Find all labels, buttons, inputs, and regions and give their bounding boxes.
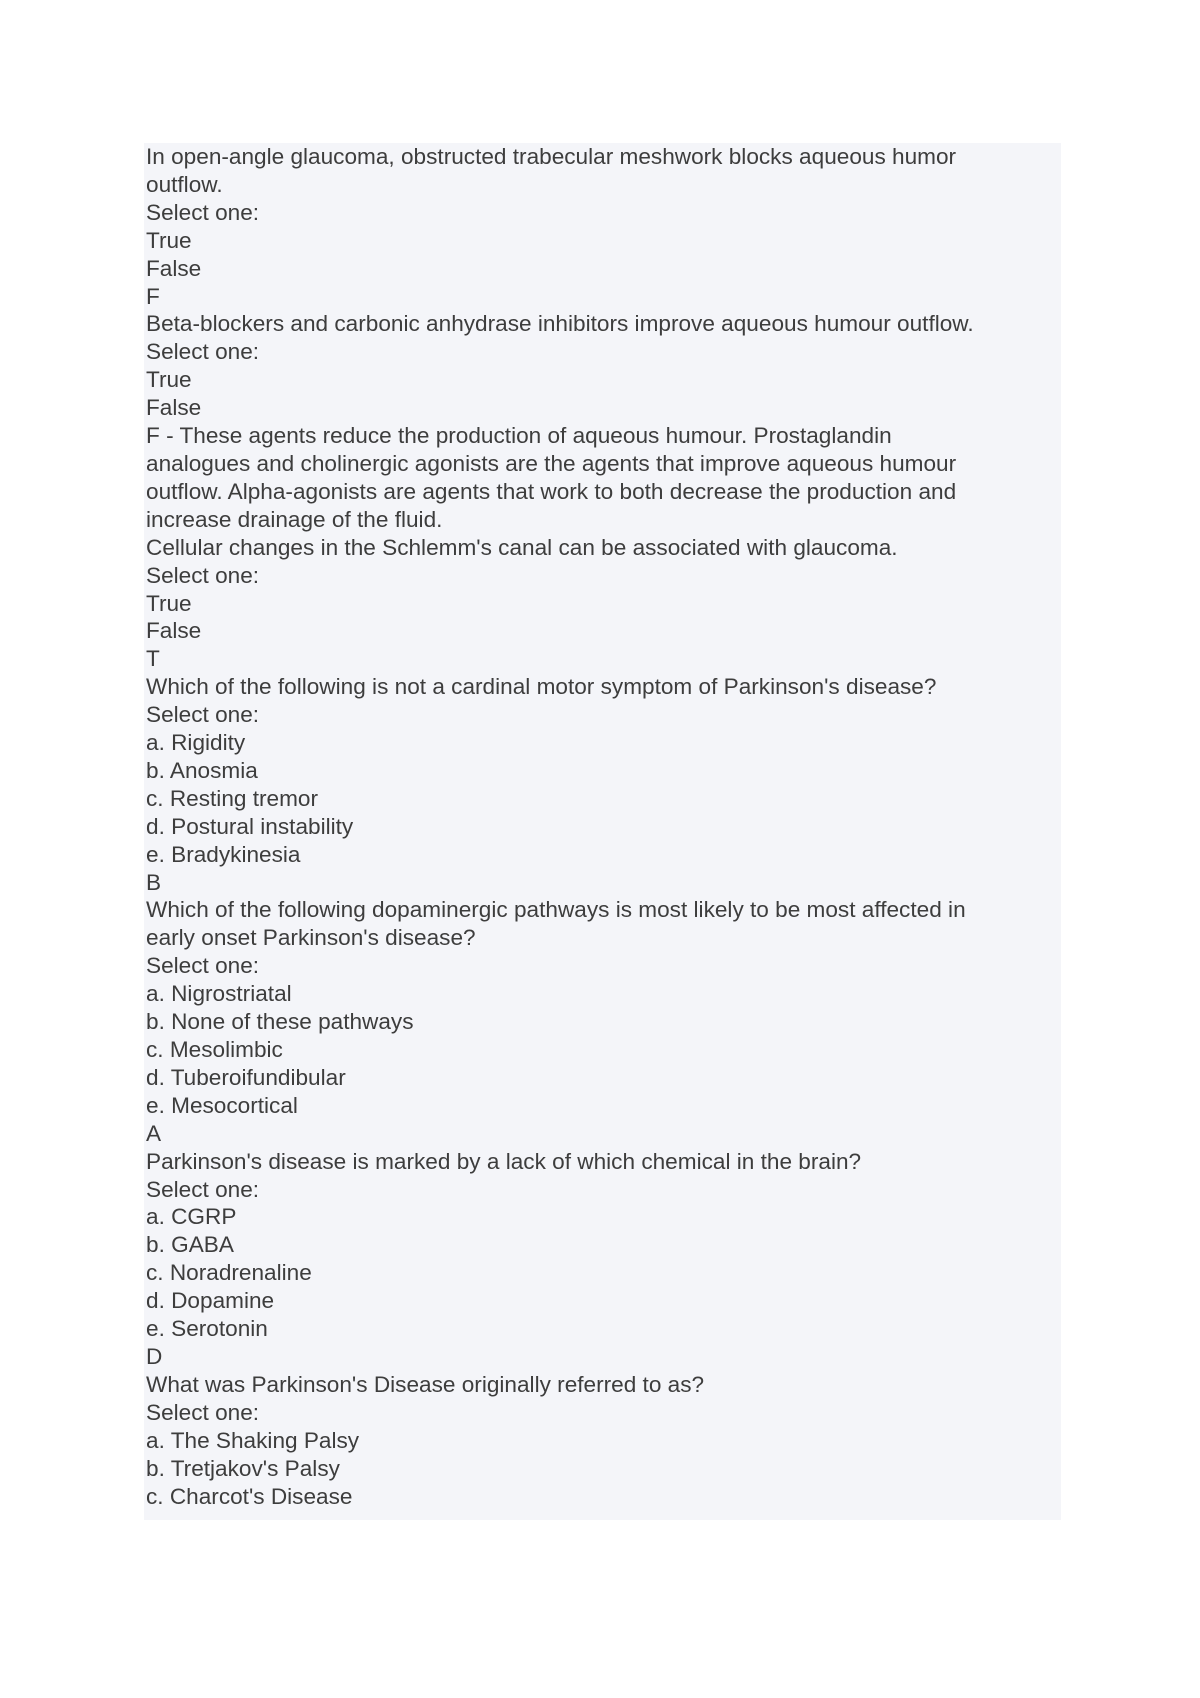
option-b: b. None of these pathways xyxy=(146,1009,414,1035)
option-true: True xyxy=(146,227,192,253)
question-3-text: Cellular changes in the Schlemm's canal can be associated with glaucoma. xyxy=(146,534,898,560)
select-one-label: Select one: xyxy=(146,953,260,979)
select-one-label: Select one: xyxy=(146,199,260,225)
option-c: c. Mesolimbic xyxy=(146,1037,283,1062)
question-4-text: Which of the following is not a cardinal motor symptom of Parkinson's disease? xyxy=(146,674,937,700)
option-e: e. Mesocortical xyxy=(146,1092,298,1118)
option-b: b. Anosmia xyxy=(146,757,258,783)
answer-2-explanation: outflow. Alpha-agonists are agents that work to both decrease the production and xyxy=(146,478,957,504)
option-a: a. Nigrostriatal xyxy=(146,981,292,1007)
option-c: c. Resting tremor xyxy=(146,785,319,811)
option-d: d. Tuberoifundibular xyxy=(146,1064,346,1090)
select-one-label: Select one: xyxy=(146,1176,260,1202)
question-1-text-cont: outflow. xyxy=(146,171,223,197)
answer-2: F - These agents reduce the production of aqueous humour. Prostaglandin xyxy=(146,423,892,449)
option-false: False xyxy=(146,395,202,421)
answer-2-explanation: analogues and cholinergic agonists are the agents that improve aqueous humour xyxy=(146,450,957,476)
option-d: d. Dopamine xyxy=(146,1288,275,1314)
option-c: c. Charcot's Disease xyxy=(146,1483,353,1509)
question-2-text: Beta-blockers and carbonic anhydrase inhibitors improve aqueous humour outflow. xyxy=(146,311,974,337)
select-one-label: Select one: xyxy=(146,562,260,588)
option-e: e. Bradykinesia xyxy=(146,841,301,867)
option-a: a. CGRP xyxy=(146,1204,237,1230)
question-6-text: Parkinson's disease is marked by a lack of which chemical in the brain? xyxy=(146,1148,862,1174)
option-false: False xyxy=(146,255,202,281)
option-a: a. Rigidity xyxy=(146,730,246,756)
option-b: b. Tretjakov's Palsy xyxy=(146,1455,340,1481)
option-c: c. Noradrenaline xyxy=(146,1260,312,1286)
select-one-label: Select one: xyxy=(146,339,260,365)
option-false: False xyxy=(146,618,202,644)
question-7-text: What was Parkinson's Disease originally referred to as? xyxy=(146,1371,705,1397)
answer-2-explanation: increase drainage of the fluid. xyxy=(146,506,443,532)
question-1-text: In open-angle glaucoma, obstructed trabecular meshwork blocks aqueous humor xyxy=(146,144,957,169)
option-true: True xyxy=(146,367,192,393)
option-d: d. Postural instability xyxy=(146,813,354,839)
option-b: b. GABA xyxy=(146,1232,234,1258)
answer-6: D xyxy=(146,1343,163,1369)
question-5-text-cont: early onset Parkinson's disease? xyxy=(146,925,476,951)
option-a: a. The Shaking Palsy xyxy=(146,1427,360,1453)
answer-3: T xyxy=(146,646,160,672)
select-one-label: Select one: xyxy=(146,702,260,728)
option-true: True xyxy=(146,590,192,616)
document-text-block xyxy=(144,143,1061,1520)
answer-5: A xyxy=(146,1120,162,1146)
answer-4: B xyxy=(146,869,162,895)
select-one-label: Select one: xyxy=(146,1399,260,1425)
option-e: e. Serotonin xyxy=(146,1316,268,1342)
answer-1: F xyxy=(146,283,160,309)
question-5-text: Which of the following dopaminergic pathways is most likely to be most affected in xyxy=(146,897,966,923)
